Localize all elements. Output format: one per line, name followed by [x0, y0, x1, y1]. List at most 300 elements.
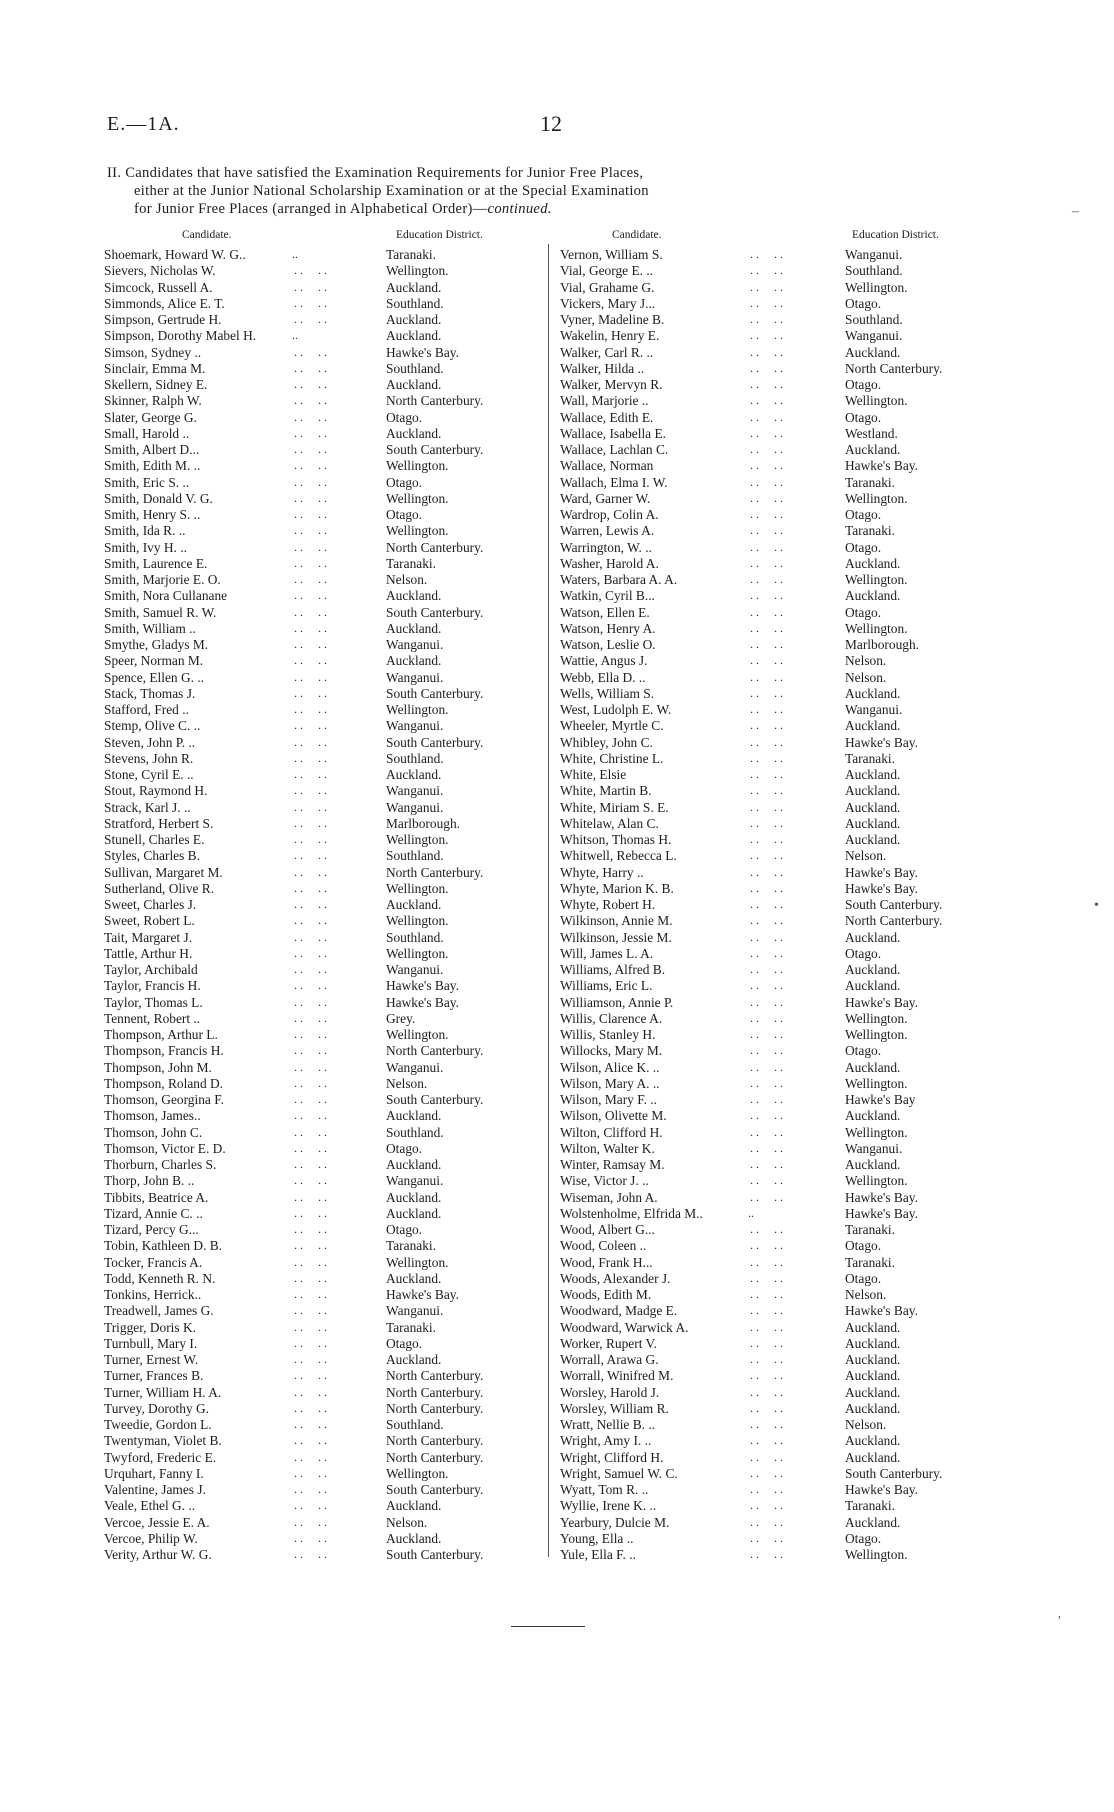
table-row — [560, 247, 1000, 263]
leader-dots: . . . . — [294, 1482, 327, 1496]
education-district: Auckland. — [845, 1449, 901, 1465]
table-row — [560, 1043, 1000, 1059]
table-row — [560, 978, 1000, 994]
candidate-name: Yearbury, Dulcie M. — [560, 1514, 670, 1530]
leader-dots: . . . . — [750, 1157, 783, 1171]
candidate-name: Trigger, Doris K. — [104, 1319, 196, 1335]
leader-dots: . . . . — [750, 978, 783, 993]
table-row — [104, 897, 544, 913]
education-district: Auckland. — [386, 1189, 442, 1205]
table-row — [104, 1043, 544, 1059]
candidate-name: Williamson, Annie P. — [560, 994, 674, 1010]
education-district: Auckland. — [845, 1108, 901, 1124]
education-district: Otago. — [845, 295, 882, 311]
table-row — [560, 312, 1000, 328]
candidate-name: Stack, Thomas J. — [104, 685, 196, 701]
education-district: Wellington. — [845, 620, 908, 636]
candidate-name: Thomson, Victor E. D. — [104, 1140, 226, 1156]
leader-dots: . . . . — [294, 474, 327, 489]
candidate-name: Wright, Clifford H. — [560, 1449, 664, 1465]
education-district: South Canterbury. — [386, 685, 484, 701]
leader-dots: . . . . — [294, 360, 327, 375]
table-row — [104, 458, 544, 474]
leader-dots: . . . . — [294, 1498, 327, 1513]
education-district: Auckland. — [845, 815, 901, 831]
leader-dots: .. — [292, 247, 298, 261]
table-row — [560, 1368, 1000, 1384]
education-district: South Canterbury. — [845, 897, 943, 912]
candidate-name: Verity, Arthur W. G. — [104, 1547, 212, 1562]
leader-dots: . . . . — [750, 620, 783, 635]
table-row — [104, 1352, 544, 1368]
leader-dots: . . . . — [294, 1254, 327, 1269]
candidate-name: Whitson, Thomas H. — [560, 832, 672, 847]
candidate-name: Tizard, Annie C. .. — [104, 1205, 203, 1221]
education-district: Auckland. — [845, 1059, 901, 1075]
table-row — [104, 1206, 544, 1222]
table-row — [560, 1060, 1000, 1076]
candidate-name: Wood, Albert G... — [560, 1222, 655, 1237]
candidate-name: Stout, Raymond H. — [104, 783, 208, 799]
table-row — [560, 751, 1000, 767]
candidate-name: Tait, Margaret J. — [104, 929, 193, 945]
table-row — [560, 361, 1000, 377]
leader-dots: . . . . — [294, 263, 327, 278]
leader-dots: . . . . — [750, 1514, 783, 1529]
leader-dots: . . . . — [294, 832, 327, 846]
candidate-name: Wright, Samuel W. C. — [560, 1465, 678, 1481]
leader-dots: . . . . — [294, 1108, 327, 1123]
leader-dots: . . . . — [750, 1547, 783, 1561]
leader-dots: . . . . — [294, 653, 327, 668]
table-row — [560, 1190, 1000, 1206]
candidate-name: Spence, Ellen G. .. — [104, 669, 205, 685]
table-row — [560, 1320, 1000, 1336]
candidate-name: Stemp, Olive C. .. — [104, 718, 201, 734]
table-row — [560, 426, 1000, 442]
table-row — [104, 1515, 544, 1531]
leader-dots: . . . . — [750, 783, 783, 798]
table-row — [104, 442, 544, 458]
leader-dots: . . . . — [294, 377, 327, 391]
leader-dots: . . . . — [750, 263, 783, 278]
table-row — [560, 913, 1000, 929]
table-row — [104, 1108, 544, 1124]
education-district: Auckland. — [845, 783, 901, 799]
education-district: Auckland. — [845, 1352, 901, 1367]
education-district: Hawke's Bay. — [845, 734, 918, 750]
table-row — [560, 263, 1000, 279]
table-row — [560, 540, 1000, 556]
leader-dots: . . . . — [294, 1043, 327, 1058]
leader-dots: . . . . — [750, 1189, 783, 1204]
education-district: Hawke's Bay. — [845, 1205, 918, 1221]
table-row — [560, 800, 1000, 816]
leader-dots: . . . . — [750, 295, 783, 310]
table-row — [560, 621, 1000, 637]
leader-dots: . . . . — [294, 978, 327, 993]
education-district: Nelson. — [845, 1417, 887, 1432]
candidate-name: Shoemark, Howard W. G.. — [104, 247, 246, 262]
education-district: Auckland. — [386, 425, 442, 441]
education-district: Auckland. — [386, 377, 442, 392]
education-district: Hawke's Bay — [845, 1092, 916, 1107]
education-district: Southland. — [386, 1124, 444, 1140]
leader-dots: . . . . — [750, 1465, 783, 1480]
table-row — [560, 637, 1000, 653]
table-row — [104, 1271, 544, 1287]
leader-dots: . . . . — [294, 962, 327, 976]
table-row — [104, 1498, 544, 1514]
candidate-name: Wilkinson, Jessie M. — [560, 929, 672, 945]
leader-dots: .. — [292, 328, 298, 343]
candidate-name: Todd, Kenneth R. N. — [104, 1270, 216, 1286]
leader-dots: . . . . — [294, 425, 327, 440]
candidate-name: Stone, Cyril E. .. — [104, 767, 194, 782]
education-district: Otago. — [845, 409, 882, 425]
education-district: South Canterbury. — [386, 442, 484, 457]
candidate-name: Wall, Marjorie .. — [560, 393, 649, 409]
candidate-name: Sutherland, Olive R. — [104, 880, 215, 896]
education-district: Auckland. — [845, 1384, 901, 1400]
leader-dots: . . . . — [750, 1433, 783, 1448]
end-rule — [511, 1626, 585, 1627]
leader-dots: . . . . — [750, 897, 783, 911]
leader-dots: . . . . — [750, 1498, 783, 1513]
table-row — [560, 1157, 1000, 1173]
leader-dots: . . . . — [750, 945, 783, 960]
education-district: Taranaki. — [845, 474, 895, 490]
table-row — [104, 930, 544, 946]
candidate-name: White, Christine L. — [560, 750, 664, 766]
page-number: 12 — [540, 111, 562, 136]
leader-dots: . . . . — [750, 1059, 783, 1074]
candidate-name: Wilson, Alice K. .. — [560, 1059, 660, 1075]
candidate-name: Simpson, Gertrude H. — [104, 312, 222, 327]
education-district: Hawke's Bay. — [386, 994, 459, 1010]
leader-dots: . . . . — [294, 945, 327, 960]
leader-dots: . . . . — [294, 1205, 327, 1220]
table-row — [104, 263, 544, 279]
leader-dots: . . . . — [294, 718, 327, 733]
candidate-name: Willis, Clarence A. — [560, 1010, 663, 1026]
leader-dots: . . . . — [294, 572, 327, 586]
candidate-name: Taylor, Francis H. — [104, 978, 201, 994]
table-row — [104, 962, 544, 978]
leader-dots: . . . . — [294, 523, 327, 538]
table-row — [560, 897, 1000, 913]
education-district: Auckland. — [845, 718, 901, 734]
leader-dots: . . . . — [750, 1108, 783, 1123]
candidate-name: Vernon, William S. — [560, 247, 663, 262]
table-row — [104, 865, 544, 881]
education-district: Hawke's Bay. — [386, 978, 459, 994]
leader-dots: . . . . — [750, 523, 783, 538]
candidate-name: Watson, Ellen E. — [560, 604, 650, 620]
education-district: Auckland. — [845, 1335, 901, 1351]
table-row — [560, 1271, 1000, 1287]
leader-dots: . . . . — [294, 409, 327, 424]
candidate-name: Wood, Coleen .. — [560, 1238, 647, 1254]
education-district: Wanganui. — [386, 962, 444, 977]
leader-dots: . . . . — [750, 1417, 783, 1431]
leader-dots: . . . . — [294, 994, 327, 1009]
candidate-name: Vercoe, Jessie E. A. — [104, 1514, 210, 1530]
candidate-name: Tennent, Robert .. — [104, 1010, 201, 1026]
leader-dots: . . . . — [750, 409, 783, 424]
table-row — [560, 377, 1000, 393]
education-district: Wellington. — [386, 1254, 449, 1270]
leader-dots: . . . . — [750, 734, 783, 749]
leader-dots: . . . . — [294, 1433, 327, 1448]
leader-dots: . . . . — [294, 685, 327, 700]
candidate-name: Smythe, Gladys M. — [104, 637, 209, 652]
table-row — [104, 426, 544, 442]
table-row — [104, 1011, 544, 1027]
leader-dots: . . . . — [750, 685, 783, 700]
education-district: Auckland. — [845, 962, 901, 977]
leader-dots: . . . . — [750, 1384, 783, 1399]
education-district: Hawke's Bay. — [845, 1303, 918, 1319]
table-row — [104, 1092, 544, 1108]
candidate-name: Turner, William H. A. — [104, 1384, 222, 1400]
table-row — [560, 1466, 1000, 1482]
candidate-name: Skellern, Sidney E. — [104, 377, 208, 392]
table-row — [560, 1498, 1000, 1514]
table-row — [560, 881, 1000, 897]
candidate-name: Wallach, Elma I. W. — [560, 474, 668, 490]
table-row — [560, 832, 1000, 848]
leader-dots: . . . . — [750, 474, 783, 489]
education-district: Auckland. — [845, 344, 901, 360]
leader-dots: . . . . — [750, 1092, 783, 1106]
leader-dots: . . . . — [750, 1287, 783, 1301]
leader-dots: . . . . — [750, 588, 783, 603]
candidate-name: Woods, Alexander J. — [560, 1270, 671, 1286]
education-district: Wellington. — [845, 572, 908, 587]
candidate-name: Tizard, Percy G... — [104, 1222, 199, 1237]
education-district: Southland. — [386, 360, 444, 376]
table-row — [104, 735, 544, 751]
education-district: Auckland. — [845, 1157, 901, 1172]
candidate-name: Winter, Ramsay M. — [560, 1157, 665, 1172]
table-row — [104, 1141, 544, 1157]
table-row — [560, 783, 1000, 799]
leader-dots: . . . . — [294, 1173, 327, 1188]
leader-dots: . . . . — [750, 1222, 783, 1236]
candidate-name: Thorburn, Charles S. — [104, 1157, 217, 1172]
leader-dots: . . . . — [294, 1384, 327, 1399]
table-row — [104, 1531, 544, 1547]
candidate-name: Wilkinson, Annie M. — [560, 913, 673, 929]
education-district: Wellington. — [845, 393, 908, 409]
leader-dots: . . . . — [750, 490, 783, 505]
margin-mark: ′ — [1058, 1614, 1062, 1629]
table-row — [560, 1222, 1000, 1238]
education-district: Wellington. — [386, 832, 449, 847]
leader-dots: . . . . — [294, 669, 327, 684]
left-candidate-heading: Candidate. — [182, 229, 232, 241]
education-district: Otago. — [845, 507, 882, 522]
table-row — [104, 1385, 544, 1401]
table-row — [104, 1466, 544, 1482]
education-district: Hawke's Bay. — [386, 344, 459, 360]
education-district: Wellington. — [386, 702, 449, 717]
education-district: Auckland. — [845, 1514, 901, 1530]
candidate-name: Simcock, Russell A. — [104, 279, 213, 295]
leader-dots: . . . . — [294, 1124, 327, 1139]
education-district: Auckland. — [386, 312, 442, 327]
candidate-name: Wilson, Mary F. .. — [560, 1092, 657, 1107]
leader-dots: . . . . — [750, 1319, 783, 1334]
leader-dots: . . . . — [750, 1449, 783, 1464]
education-district: Auckland. — [845, 1319, 901, 1335]
education-district: Southland. — [386, 295, 444, 311]
table-row — [104, 653, 544, 669]
leader-dots: . . . . — [750, 1075, 783, 1090]
leader-dots: . . . . — [294, 1189, 327, 1204]
education-district: Auckland. — [845, 1433, 901, 1449]
education-district: Wellington. — [845, 1547, 908, 1562]
education-district: Auckland. — [386, 1157, 442, 1172]
table-row — [104, 1368, 544, 1384]
candidate-name: Thomson, James.. — [104, 1108, 201, 1124]
education-district: Wellington. — [845, 1173, 908, 1189]
candidate-name: Washer, Harold A. — [560, 555, 659, 571]
table-row — [560, 653, 1000, 669]
candidate-name: Wise, Victor J. .. — [560, 1173, 649, 1189]
leader-dots: . . . . — [750, 913, 783, 928]
leader-dots: . . . . — [294, 1270, 327, 1285]
candidate-name: Wallace, Edith E. — [560, 409, 654, 425]
candidate-name: Sullivan, Margaret M. — [104, 864, 223, 880]
education-district: Auckland. — [845, 799, 901, 815]
candidate-name: Stafford, Fred .. — [104, 702, 189, 717]
table-row — [560, 816, 1000, 832]
candidate-name: Simmonds, Alice E. T. — [104, 295, 225, 311]
candidate-name: Willocks, Mary M. — [560, 1043, 663, 1059]
education-district: Wanganui. — [386, 799, 444, 815]
education-district: Wanganui. — [845, 702, 903, 717]
education-district: Wellington. — [386, 458, 449, 474]
candidate-name: Smith, Samuel R. W. — [104, 604, 217, 620]
education-district: Wellington. — [845, 1027, 908, 1042]
education-district: Auckland. — [386, 279, 442, 295]
leader-dots: . . . . — [294, 880, 327, 895]
candidate-name: Smith, Edith M. .. — [104, 458, 201, 474]
right-candidate-list — [560, 247, 1000, 1563]
table-row — [104, 783, 544, 799]
column-divider — [548, 244, 549, 1557]
section-title — [107, 164, 1007, 218]
candidate-name: Tattle, Arthur H. — [104, 945, 193, 961]
leader-dots: . . . . — [750, 1335, 783, 1350]
leader-dots: . . . . — [294, 295, 327, 310]
table-row — [560, 1352, 1000, 1368]
education-district: Wanganui. — [386, 637, 444, 652]
table-row — [560, 296, 1000, 312]
education-district: North Canterbury. — [386, 1368, 484, 1384]
leader-dots: . . . . — [294, 1514, 327, 1529]
table-row — [560, 1515, 1000, 1531]
education-district: Auckland. — [386, 1270, 442, 1286]
candidate-name: Woodward, Madge E. — [560, 1303, 678, 1319]
candidate-name: Smith, Henry S. .. — [104, 507, 201, 522]
table-row — [104, 686, 544, 702]
leader-dots: . . . . — [750, 1254, 783, 1269]
education-district: North Canterbury. — [386, 393, 484, 409]
table-row — [560, 1547, 1000, 1563]
leader-dots: . . . . — [750, 962, 783, 976]
leader-dots: . . . . — [294, 767, 327, 781]
education-district: North Canterbury. — [386, 1384, 484, 1400]
education-district: Otago. — [386, 1335, 423, 1351]
education-district: Auckland. — [845, 685, 901, 701]
education-district: Auckland. — [845, 929, 901, 945]
candidate-name: Smith, Ivy H. .. — [104, 539, 187, 555]
candidate-name: Wilson, Olivette M. — [560, 1108, 667, 1124]
table-row — [104, 751, 544, 767]
education-district: Auckland. — [386, 653, 442, 669]
candidate-name: Whyte, Robert H. — [560, 897, 656, 912]
table-row — [104, 1450, 544, 1466]
candidate-name: Vial, George E. .. — [560, 263, 654, 279]
table-row — [560, 1482, 1000, 1498]
candidate-name: Whyte, Harry .. — [560, 864, 644, 880]
leader-dots: . . . . — [750, 539, 783, 554]
candidate-name: Tobin, Kathleen D. B. — [104, 1238, 223, 1254]
leader-dots: . . . . — [294, 1027, 327, 1041]
education-district: Wellington. — [386, 880, 449, 896]
education-district: Wanganui. — [386, 1059, 444, 1075]
education-district: Nelson. — [845, 848, 887, 864]
candidate-name: Thompson, Roland D. — [104, 1075, 224, 1091]
left-candidate-list — [104, 247, 544, 1563]
candidate-name: Wheeler, Myrtle C. — [560, 718, 664, 734]
leader-dots: . . . . — [294, 1335, 327, 1350]
education-district: Wellington. — [386, 1465, 449, 1481]
candidate-name: Watkin, Cyril B... — [560, 588, 655, 604]
candidate-name: Whyte, Marion K. B. — [560, 880, 674, 896]
education-district: North Canterbury. — [386, 1433, 484, 1449]
education-district: Taranaki. — [386, 1238, 436, 1254]
education-district: Auckland. — [845, 555, 901, 571]
table-row — [104, 816, 544, 832]
table-row — [560, 328, 1000, 344]
candidate-name: Wilton, Clifford H. — [560, 1124, 663, 1140]
document-reference: E.—1A. — [107, 113, 180, 135]
candidate-name: Worrall, Winifred M. — [560, 1368, 674, 1384]
table-row — [104, 377, 544, 393]
candidate-name: Valentine, James J. — [104, 1482, 206, 1497]
leader-dots: . . . . — [750, 669, 783, 684]
education-district: Hawke's Bay. — [845, 880, 918, 896]
leader-dots: . . . . — [750, 555, 783, 570]
candidate-name: Turnbull, Mary I. — [104, 1335, 198, 1351]
candidate-name: Taylor, Thomas L. — [104, 994, 203, 1010]
leader-dots: . . . . — [750, 572, 783, 586]
education-district: North Canterbury. — [845, 913, 943, 929]
candidate-name: Wilton, Walter K. — [560, 1140, 655, 1156]
table-row — [560, 962, 1000, 978]
candidate-name: White, Miriam S. E. — [560, 799, 669, 815]
candidate-name: Twentyman, Violet B. — [104, 1433, 222, 1449]
leader-dots: . . . . — [750, 1010, 783, 1025]
education-district: Auckland. — [845, 978, 901, 994]
education-district: Wanganui. — [386, 669, 444, 685]
candidate-name: Worker, Rupert V. — [560, 1335, 657, 1351]
table-row — [560, 1255, 1000, 1271]
